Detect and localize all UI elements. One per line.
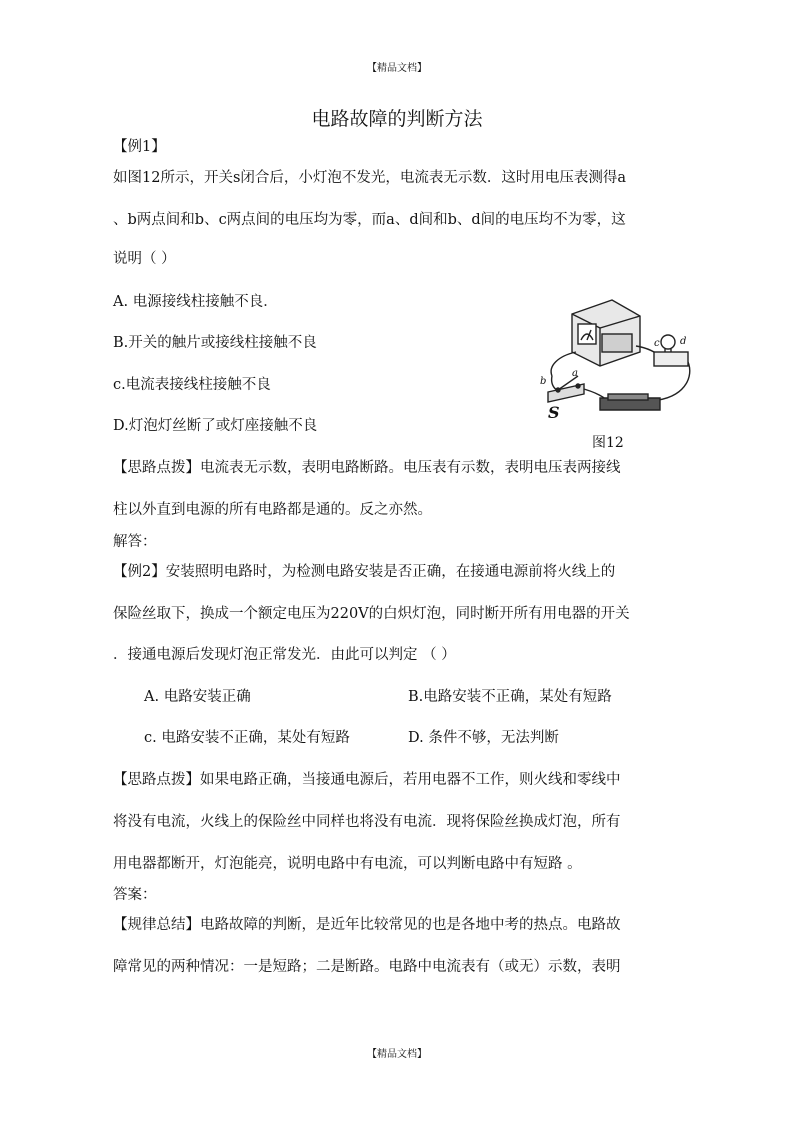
figure-caption: 图12 [592, 435, 624, 451]
example1-option-a: A. 电源接线柱接触不良． [113, 294, 278, 310]
example1-hint-line1: 【思路点拨】电流表无示数，表明电路断路。电压表有示数，表明电压表两接线 [113, 460, 621, 476]
page-footer: 【精品文档】 [367, 1049, 427, 1060]
example2-option-c: c. 电路安装不正确，某处有短路 [144, 730, 350, 746]
circuit-figure [536, 296, 696, 421]
page-header: 【精品文档】 [367, 63, 427, 74]
example2-option-d: D. 条件不够，无法判断 [408, 730, 559, 746]
terminal-b-label: b [540, 376, 547, 387]
example2-hint-line3: 用电器都断开，灯泡能亮，说明电路中有电流，可以判断电路中有短路 。 [113, 856, 582, 872]
example1-option-b: B.开关的触片或接线柱接触不良 [113, 335, 317, 351]
example1-tag: 【例1】 [113, 139, 166, 155]
terminal-a-label: a [572, 368, 578, 379]
example2-question-line3: ．接通电源后发现灯泡正常发光．由此可以判定 （ ） [113, 647, 456, 663]
summary-line1: 【规律总结】电路故障的判断，是近年比较常见的也是各地中考的热点。电路故 [113, 917, 621, 933]
example1-question-line2: 、b两点间和b、c两点间的电压均为零，而a、d间和b、d间的电压均不为零，这 [113, 212, 626, 228]
example1-answer: 解答： [113, 534, 157, 550]
example2-option-b: B.电路安装不正确，某处有短路 [408, 689, 612, 705]
example1-question-line3: 说明（ ） [113, 251, 176, 267]
example2-question-line1: 【例2】安装照明电路时，为检测电路安装是否正确，在接通电源前将火线上的 [113, 564, 616, 580]
example2-option-a: A. 电路安装正确 [144, 689, 251, 705]
example2-hint-line2: 将没有电流，火线上的保险丝中同样也将没有电流．现将保险丝换成灯泡，所有 [113, 814, 621, 830]
switch-label: S [548, 403, 560, 421]
example1-hint-line2: 柱以外直到电源的所有电路都是通的。反之亦然。 [113, 502, 432, 518]
example2-hint-line1: 【思路点拨】如果电路正确，当接通电源后，若用电器不工作，则火线和零线中 [113, 772, 621, 788]
example2-answer: 答案： [113, 887, 157, 903]
example1-option-c: c.电流表接线柱接触不良 [113, 377, 271, 393]
summary-line2: 障常见的两种情况：一是短路；二是断路。电路中电流表有（或无）示数，表明 [113, 959, 621, 975]
page-title: 电路故障的判断方法 [311, 108, 483, 130]
example1-question-line1: 如图12所示，开关s闭合后，小灯泡不发光，电流表无示数．这时用电压表测得a [113, 170, 627, 186]
terminal-c-label: c [654, 338, 660, 349]
example1-option-d: D.灯泡灯丝断了或灯座接触不良 [113, 418, 318, 434]
example2-question-line2: 保险丝取下，换成一个额定电压为220V的白炽灯泡，同时断开所有用电器的开关 [113, 606, 630, 622]
terminal-d-label: d [680, 336, 687, 347]
